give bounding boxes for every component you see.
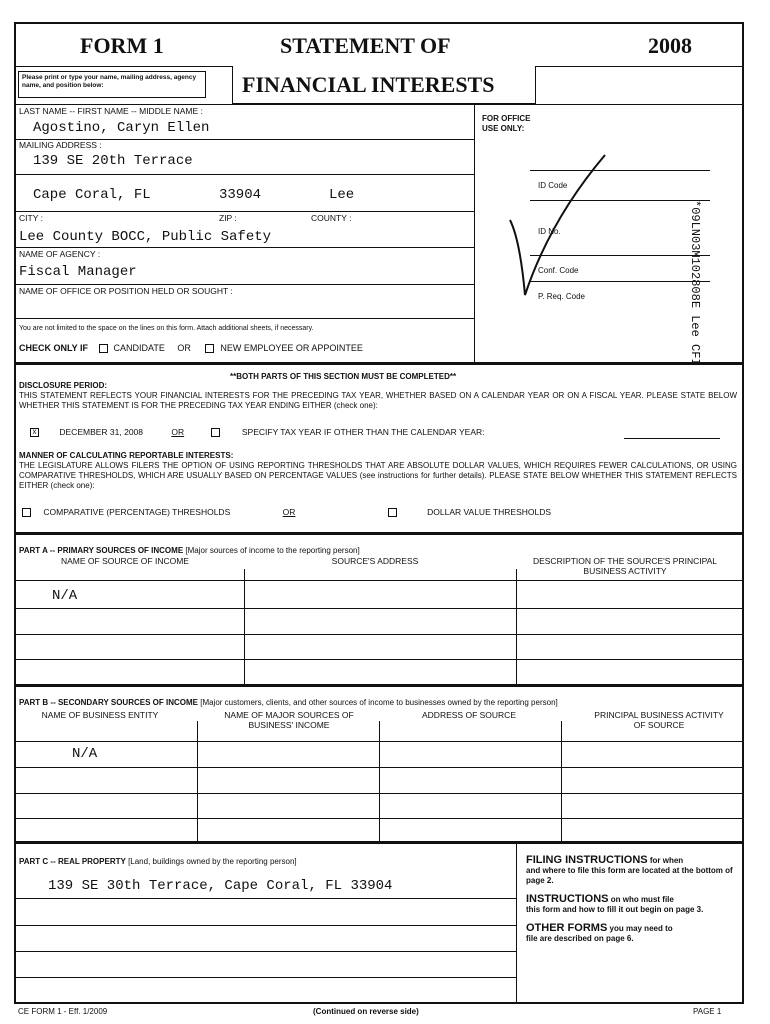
part-c-row-line [14,951,516,952]
address-value: 139 SE 20th Terrace [33,153,193,169]
address-label: MAILING ADDRESS : [19,140,102,150]
form-number: FORM 1 [80,33,164,58]
footer-page: PAGE 1 [693,1007,722,1016]
position-label: NAME OF OFFICE OR POSITION HELD OR SOUGHT : [19,286,233,296]
rule [14,318,474,319]
part-c-row1: 139 SE 30th Terrace, Cape Coral, FL 33904 [48,878,393,894]
other-text1: you may need to [607,924,673,933]
position-value: Fiscal Manager [19,264,137,280]
city-value: Cape Coral, FL [33,187,151,203]
part-a-top-line [14,532,744,535]
part-b-col2: NAME OF MAJOR SOURCES OF BUSINESS' INCOME [224,710,354,730]
dec31-label: DECEMBER 31, 2008 [59,427,143,437]
candidate-checkbox[interactable] [99,344,108,353]
part-b-heading [19,698,558,707]
filing-text1: for when [647,856,684,865]
title-line1: STATEMENT OF [280,33,451,58]
p-req-label: P. Req. Code [538,292,585,301]
part-a-col3: DESCRIPTION OF THE SOURCE'S PRINCIPAL BUSINESS ACTIVITY [532,556,718,576]
part-c-divider [516,841,517,1004]
rule [14,247,474,248]
manner-title: MANNER OF CALCULATING REPORTABLE INTERESTS: [19,451,234,460]
name-label: LAST NAME -- FIRST NAME -- MIDDLE NAME : [19,106,203,116]
part-a-col2: SOURCE'S ADDRESS [331,556,419,566]
print-note: Please print or type your name, mailing address, agency name, and position below: [18,71,206,98]
rule [14,211,474,212]
threshold-row [22,507,551,517]
instructions-panel [526,855,738,944]
part-a-row-line [14,634,744,635]
zip-value: 33904 [219,187,262,203]
part-a-title: PART A -- PRIMARY SOURCES OF INCOME [19,546,184,555]
part-b-col-divider [379,721,380,841]
form-year: 2008 [648,33,692,58]
title-line2: FINANCIAL INTERESTS [242,72,495,97]
part-b-col3: ADDRESS OF SOURCE [422,710,516,720]
part-a-col1: NAME OF SOURCE OF INCOME [61,556,189,566]
specify-label: SPECIFY TAX YEAR IF OTHER THAN THE CALENDAR YEAR: [241,427,485,437]
part-c-top-line [14,841,744,844]
rule [14,284,474,285]
office-divider [474,104,475,362]
who-must-file [526,894,738,915]
part-b-title: PART B -- SECONDARY SOURCES OF INCOME [19,698,198,707]
comparative-checkbox[interactable] [22,508,31,517]
comparative-label: COMPARATIVE (PERCENTAGE) THRESHOLDS [43,507,231,517]
agency-label: NAME OF AGENCY : [19,249,101,259]
part-a-col-divider [244,569,245,684]
id-no-label: ID No. [538,227,561,236]
dec31-checkbox[interactable]: x [30,428,39,437]
zip-label: ZIP : [219,213,237,223]
manner-text: THE LEGISLATURE ALLOWS FILERS THE OPTION OF USING REPORTING THRESHOLDS THAT ARE ABSOLUTE DOLLAR VALUES, WHICH REQUIRES FEWER CALCULATIONS, OR USING COMPARATIVE THRESHOLDS, WHICH ARE USUALLY BASED ON PERCENTAGE VALUES (see instructions for further details). PLEASE STATE BELOW WHETHER THIS STATEMENT REFLECTS EITHER (check one): [19,461,737,490]
part-b-row1: N/A [72,746,98,762]
id-code-label: ID Code [538,181,568,190]
tax-year-row [30,427,485,437]
conf-code-label: Conf. Code [538,266,579,275]
part-a-col-divider [516,569,517,684]
inst-text2: this form and how to fill it out begin on page 3. [526,905,704,914]
or-label: OR [177,343,191,353]
specify-line[interactable] [624,438,720,439]
part-a-row1: N/A [52,588,78,604]
office-use-label [482,114,530,134]
part-c-heading [19,857,297,866]
dollar-checkbox[interactable] [388,508,397,517]
part-a-row-line [14,659,744,660]
other-text2: file are described on page 6. [526,934,634,943]
disclosure-period-title: DISCLOSURE PERIOD: [19,381,108,390]
not-limited-note: You are not limited to the space on the lines on this form. Attach additional sheets, if necessary. [19,325,314,332]
part-c-row-line [14,925,516,926]
disclosure-period-text: THIS STATEMENT REFLECTS YOUR FINANCIAL INTERESTS FOR THE PRECEDING TAX YEAR, WHETHER BASED ON A CALENDAR YEAR OR ON A FISCAL YEAR. PLEASE STATE BELOW WHETHER THIS STATEMENT IS FOR THE PRECEDING TAX YEAR ENDING EITHER (check one): [19,391,737,410]
rule [14,174,474,175]
or-label: OR [282,507,296,517]
city-label: CITY : [19,213,43,223]
inst-head: INSTRUCTIONS [526,893,609,905]
agency-value: Lee County BOCC, Public Safety [19,229,272,245]
dollar-label: DOLLAR VALUE THRESHOLDS [427,507,552,517]
checkmark-stamp-icon [500,150,620,310]
other-forms [526,923,738,944]
part-a-heading [19,546,360,555]
office-label1: FOR OFFICE [482,114,531,123]
part-c-row-line [14,977,516,978]
other-head: OTHER FORMS [526,922,608,934]
part-b-col-divider [197,721,198,841]
part-c-title: PART C -- REAL PROPERTY [19,857,126,866]
inst-text1: on who must file [608,895,674,904]
check-only-row [19,343,363,353]
county-label: COUNTY : [311,213,352,223]
specify-checkbox[interactable] [211,428,220,437]
name-value: Agostino, Caryn Ellen [33,120,210,136]
part-a-row-line [14,580,744,581]
part-b-col-divider [561,721,562,841]
footer-form-eff: CE FORM 1 - Eff. 1/2009 [18,1007,108,1016]
footer-continued: (Continued on reverse side) [313,1007,419,1016]
filing-head: FILING INSTRUCTIONS [526,854,648,866]
part-c-row-line [14,898,516,899]
part-a-row-line [14,608,744,609]
part-b-col1: NAME OF BUSINESS ENTITY [41,710,159,720]
new-employee-checkbox[interactable] [205,344,214,353]
both-parts-note: **BOTH PARTS OF THIS SECTION MUST BE COMPLETED** [230,372,457,381]
disclosure-top-line [14,362,744,365]
check-only-label: CHECK ONLY IF [19,343,89,353]
office-stamp-code: *09LN03M102808E Lee CFI [688,200,702,366]
filing-text2: and where to file this form are located at the bottom of page 2. [526,866,733,885]
office-label2: USE ONLY: [482,124,525,133]
part-b-top-line [14,684,744,687]
or-label: OR [171,427,185,437]
filing-instructions [526,855,738,886]
candidate-label: CANDIDATE [113,343,165,353]
part-a-subtitle: [Major sources of income to the reporting person] [185,546,360,555]
part-b-col4: PRINCIPAL BUSINESS ACTIVITY OF SOURCE [594,710,724,730]
part-b-subtitle: [Major customers, clients, and other sources of income to businesses owned by the reporting person] [200,698,558,707]
part-c-subtitle: [Land, buildings owned by the reporting person] [128,857,297,866]
new-employee-label: NEW EMPLOYEE OR APPOINTEE [220,343,363,353]
identity-top-line [14,104,744,105]
county-value: Lee [329,187,355,203]
